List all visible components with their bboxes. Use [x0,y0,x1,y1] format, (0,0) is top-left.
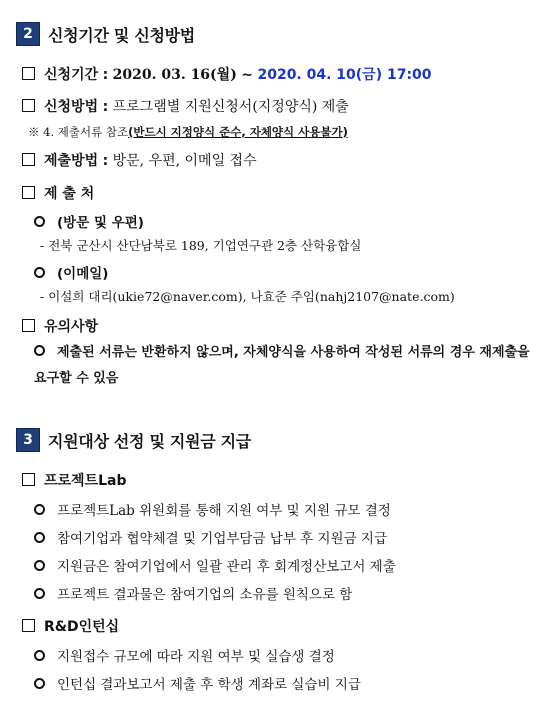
method-value: 프로그램별 지원신청서(지정양식) 제출 [112,99,349,115]
email-row [34,262,108,282]
lab-item-text: 참여기업과 협약체결 및 기업부담금 납부 후 지원금 지급 [57,531,387,547]
note-emphasis: (반드시 지정양식 준수, 자체양식 사용불가) [128,125,348,139]
submit-method-value: 방문, 우편, 이메일 접수 [112,153,257,169]
submit-method-row [22,150,257,170]
lab-label: 프로젝트Lab [44,473,127,489]
visit-detail: - 전북 군산시 산단남북로 189, 기업연구관 2층 산학융합실 [40,238,362,253]
section-title: 지원대상 선정 및 지원금 지급 [48,431,251,451]
caution-label: 유의사항 [44,319,99,335]
lab-item-text: 프로젝트Lab 위원회를 통해 지원 여부 및 지원 규모 결정 [57,503,391,519]
circle-bullet-icon [34,345,45,356]
intern-label: R&D인턴십 [44,619,120,635]
note-row [28,124,348,140]
lab-item-text: 프로젝트 결과물은 참여기업의 소유를 원칙으로 함 [57,587,353,603]
email-detail: - 이설희 대리(ukie72@naver.com), 나효준 주임(nahj2107@nate.com) [40,289,455,304]
lab-item-text: 지원금은 참여기업에서 일괄 관리 후 회계정산보고서 제출 [57,559,396,575]
period-end: 2020. 04. 10(금) 17:00 [257,67,432,83]
list-item [34,527,387,547]
section-number: 3 [16,428,40,452]
circle-bullet-icon [34,532,45,543]
caution-row [22,316,98,336]
period-start: 2020. 03. 16(월) [112,67,237,83]
circle-bullet-icon [34,678,45,689]
period-label: 신청기간 [44,67,99,83]
period-colon: : [102,67,109,83]
checkbox-icon [22,473,35,486]
circle-bullet-icon [34,588,45,599]
visit-label: (방문 및 우편) [57,215,144,231]
method-colon: : [102,99,109,115]
submit-method-label: 제출방법 [44,153,99,169]
checkbox-icon [22,67,35,80]
intern-item-text: 지원접수 규모에 따라 지원 여부 및 실습생 결정 [57,649,335,665]
email-label: (이메일) [57,266,109,282]
submit-method-colon: : [102,153,109,169]
list-item [34,583,352,603]
destination-row [22,183,94,203]
intern-row [22,616,119,636]
list-item [34,555,396,575]
list-item [34,673,361,693]
list-item [34,499,391,519]
checkbox-icon [22,153,35,166]
method-row [22,96,349,116]
lab-row [22,470,127,490]
checkbox-icon [22,186,35,199]
visit-row [34,211,144,231]
destination-label: 제 출 처 [44,186,95,202]
period-row [22,64,432,84]
circle-bullet-icon [34,267,45,278]
section-number: 2 [16,22,40,46]
section-3-header [16,428,251,452]
note-prefix: ※ 4. 제출서류 참조 [28,125,129,139]
list-item [34,645,335,665]
caution-text: 제출된 서류는 반환하지 않으며, 자체양식을 사용하여 작성된 서류의 경우 재제출을 요구할 수 있음 [34,345,530,386]
method-label: 신청방법 [44,99,99,115]
circle-bullet-icon [34,560,45,571]
circle-bullet-icon [34,650,45,661]
intern-item-text: 인턴십 결과보고서 제출 후 학생 계좌로 실습비 지급 [57,677,361,693]
section-title: 신청기간 및 신청방법 [48,25,195,45]
period-tilde: ~ [241,67,254,83]
section-2-header [16,22,195,46]
circle-bullet-icon [34,216,45,227]
caution-item [34,340,544,392]
circle-bullet-icon [34,504,45,515]
checkbox-icon [22,99,35,112]
checkbox-icon [22,619,35,632]
checkbox-icon [22,319,35,332]
